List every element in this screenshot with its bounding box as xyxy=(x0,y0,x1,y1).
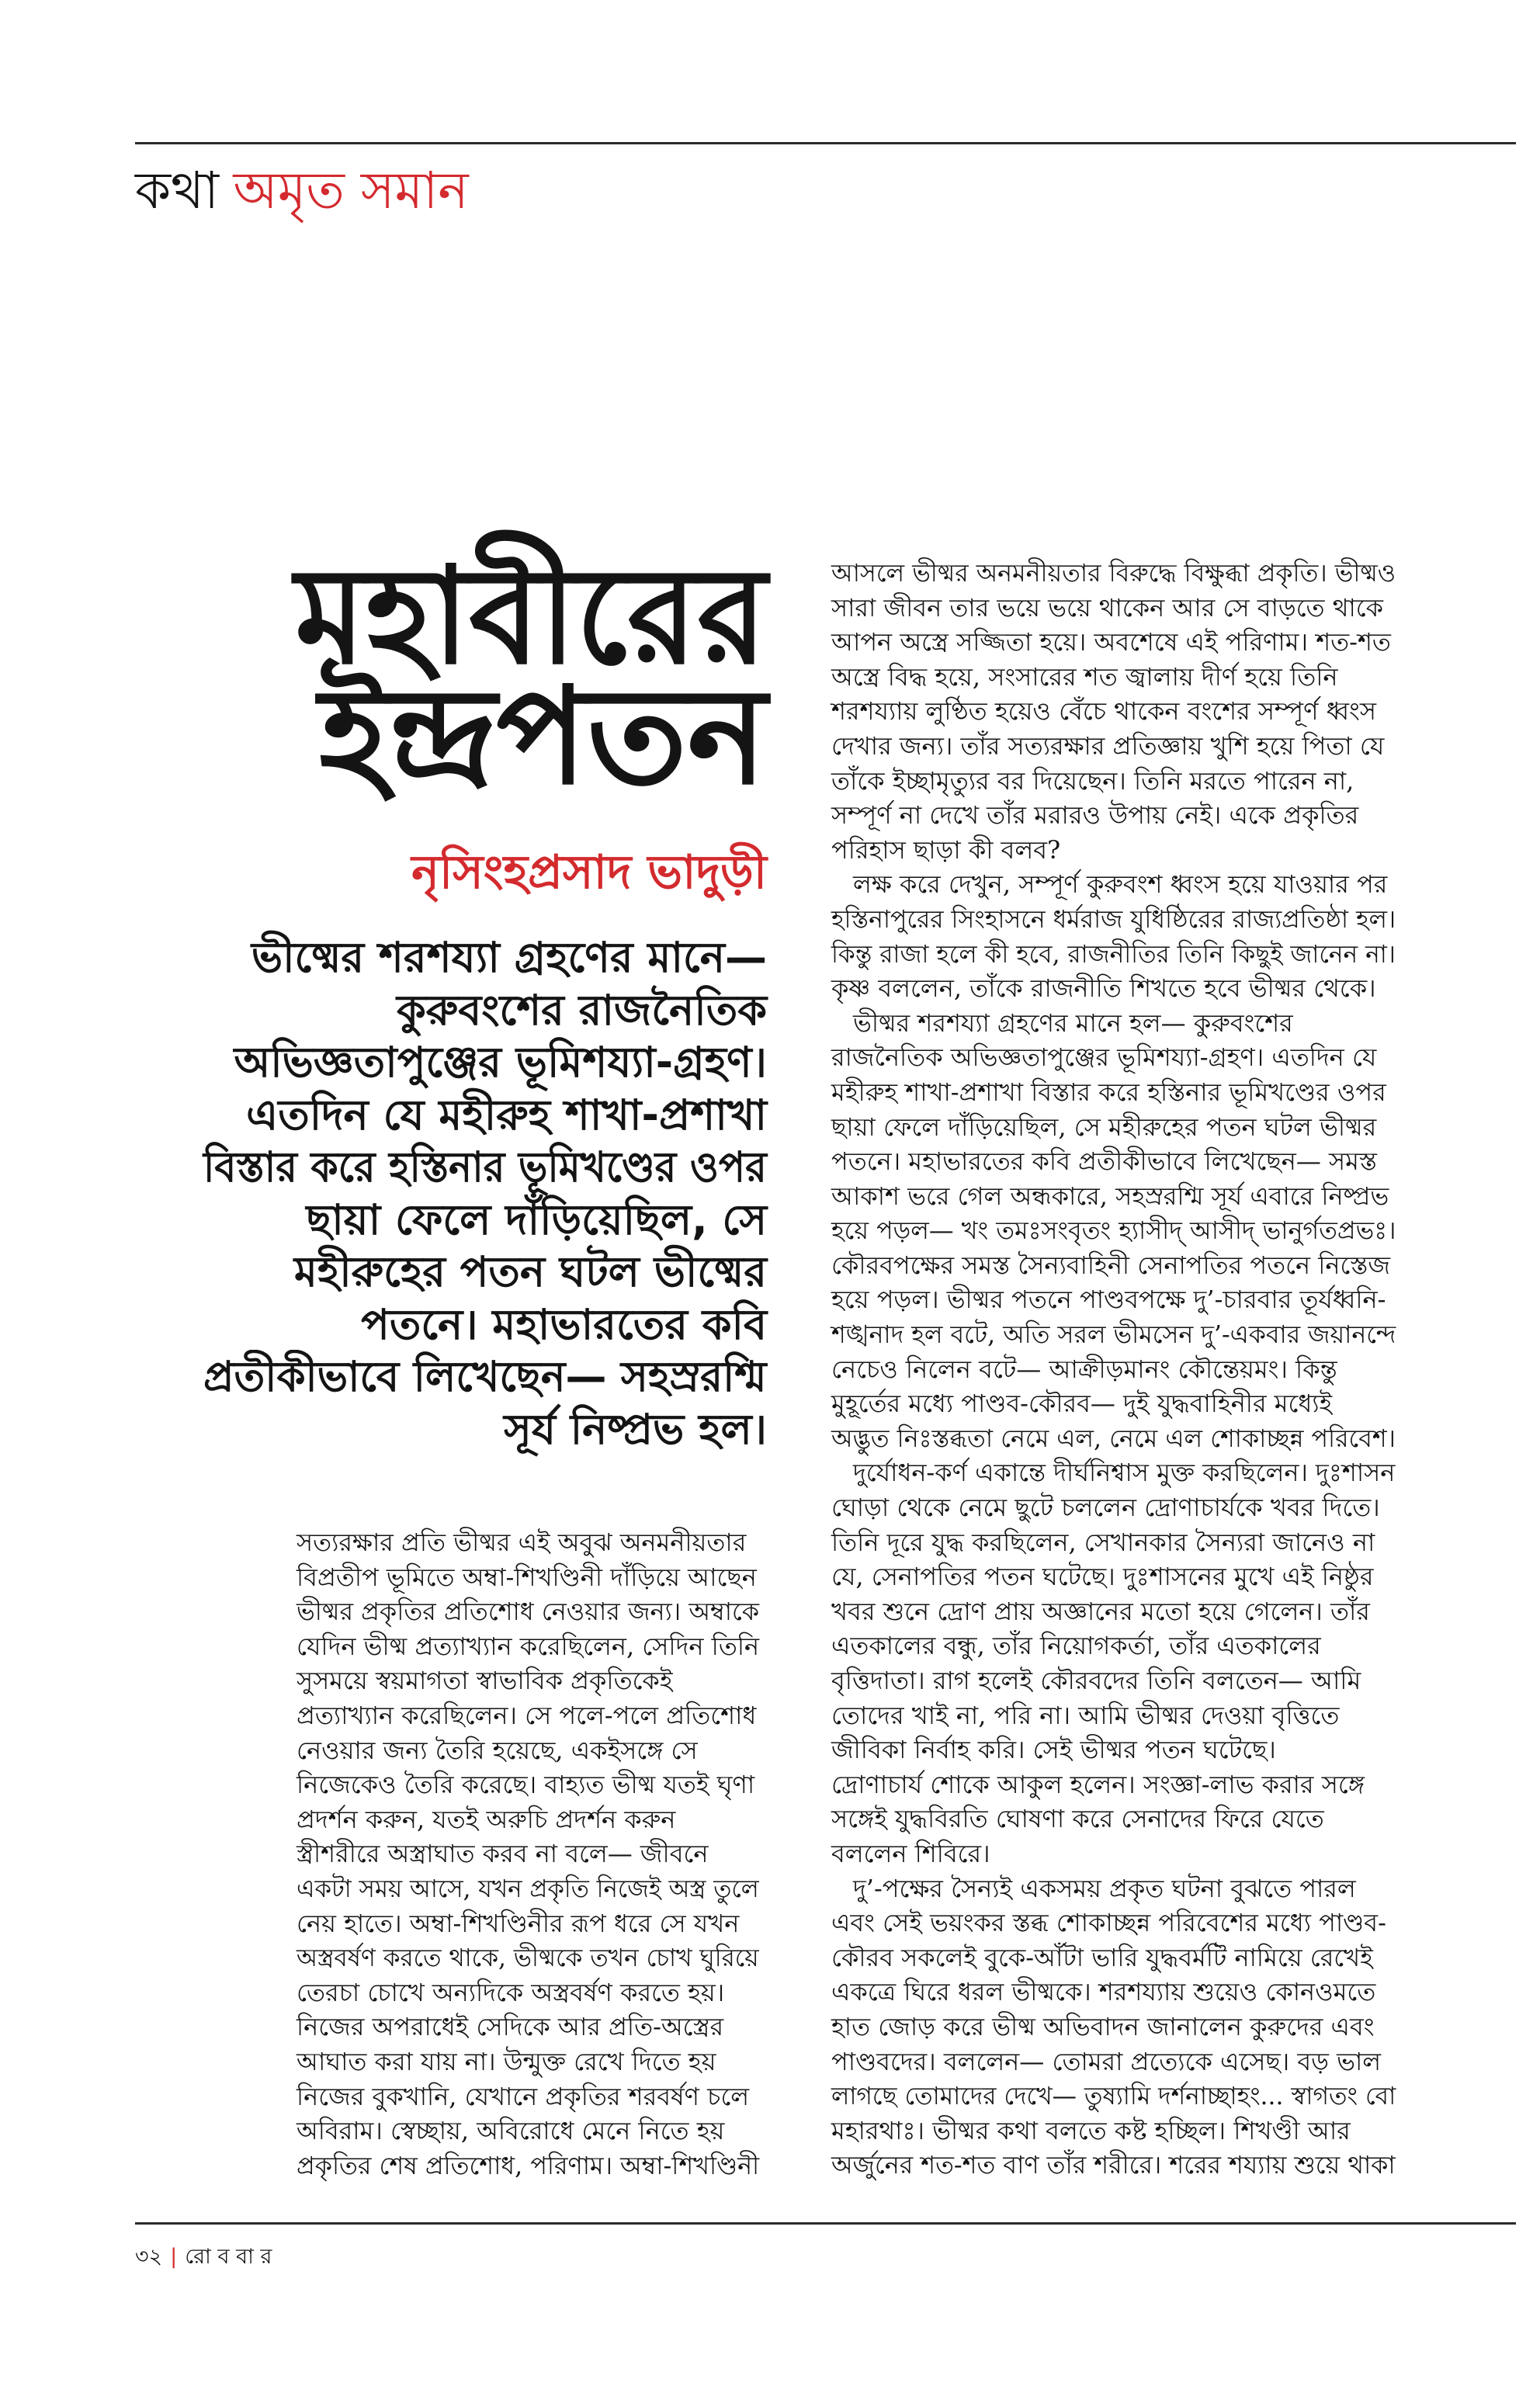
pull-quote-line: অভিজ্ঞতাপুঞ্জের ভূমিশয্যা-গ্রহণ। xyxy=(234,1038,767,1087)
body-text-line: কিন্তু রাজা হলে কী হবে, রাজনীতির তিনি কিছুই জানেন না। xyxy=(831,938,1396,969)
body-text-line: অদ্ভুত নিঃস্তব্ধতা নেমে এল, নেমে এল শোকাচ্ছন্ন পরিবেশ। xyxy=(831,1423,1396,1453)
body-text-line: হয়ে পড়ল। ভীষ্মর পতনে পাণ্ডবপক্ষে দু’-চারবার তূর্যধ্বনি- xyxy=(831,1285,1386,1315)
body-text-line: বিপ্রতীপ ভূমিতে অম্বা-শিখণ্ডিনী দাঁড়িয়ে আছেন xyxy=(297,1562,757,1592)
body-text-line: মহারথাঃ। ভীষ্মর কথা বলতে কষ্ট হচ্ছিল। শিখণ্ডী আর xyxy=(831,2115,1351,2145)
body-text-line: এতকালের বন্ধু, তাঁর নিয়োগকর্তা, তাঁর এতকালের xyxy=(831,1631,1321,1661)
body-text-line: হয়ে পড়ল— খং তমঃসংবৃতং হ্যাসীদ্ আসীদ্ ভানুর্গতপ্রভঃ। xyxy=(831,1216,1396,1246)
body-text-line: পাণ্ডবদের। বললেন— তোমরা প্রত্যেকে এসেছ। বড় ভাল xyxy=(831,2046,1382,2076)
body-text-line: একত্রে ঘিরে ধরল ভীষ্মকে। শরশয্যায় শুয়েও কোনওমতে xyxy=(831,1977,1376,2007)
body-text-line: আঘাত করা যায় না। উন্মুক্ত রেখে দিতে হয় xyxy=(297,2046,716,2076)
body-text-line: হাত জোড় করে ভীষ্ম অভিবাদন জানালেন কুরুদের এবং xyxy=(831,2011,1375,2041)
page-number: ৩২ xyxy=(135,2245,163,2269)
body-text-line: আসলে ভীষ্মর অনমনীয়তার বিরুদ্ধে বিক্ষুব্ধা প্রকৃতি। ভীষ্মও xyxy=(831,558,1396,588)
body-text-line: মহীরুহ শাখা-প্রশাখা বিস্তার করে হস্তিনার ভূমিখণ্ডের ওপর xyxy=(831,1077,1386,1107)
body-text-line: তিনি দূরে যুদ্ধ করছিলেন, সেখানকার সৈন্যরা জানেও না xyxy=(831,1527,1375,1557)
body-text-line: যেদিন ভীষ্ম প্রত্যাখ্যান করেছিলেন, সেদিন তিনি xyxy=(297,1631,760,1661)
body-text-line: ঘোড়া থেকে নেমে ছুটে চললেন দ্রোণাচার্যকে খবর দিতে। xyxy=(831,1493,1380,1523)
body-text-line: বৃত্তিদাতা। রাগ হলেই কৌরবদের তিনি বলতেন— আমি xyxy=(831,1666,1361,1695)
body-text-line: রাজনৈতিক অভিজ্ঞতাপুঞ্জের ভূমিশয্যা-গ্রহণ। এতদিন যে xyxy=(831,1042,1377,1073)
body-text-line: অবিরাম। স্বেচ্ছায়, অবিরোধে মেনে নিতে হয় xyxy=(297,2116,725,2146)
body-text-line: নিজের অপরাধেই সেদিকে আর প্রতি-অস্ত্রের xyxy=(297,2012,724,2042)
section-kicker-red: অমৃত সমান xyxy=(233,161,469,220)
body-text-line: দুর্যোধন-কর্ণ একান্তে দীর্ঘনিশ্বাস মুক্ত করছিলেন। দুঃশাসন xyxy=(853,1458,1396,1488)
body-text-line: হস্তিনাপুরের সিংহাসনে ধর্মরাজ যুধিষ্ঠিরের রাজ্যপ্রতিষ্ঠা হল। xyxy=(831,903,1396,934)
pull-quote-line: সূর্য নিষ্প্রভ হল। xyxy=(504,1404,767,1454)
title-line: মহাবীরের xyxy=(295,538,768,694)
body-text-line: জীবিকা নির্বাহ করি। সেই ভীষ্মর পতন ঘটেছে। xyxy=(831,1735,1276,1765)
body-text-line: প্রত্যাখ্যান করেছিলেন। সে পলে-পলে প্রতিশোধ xyxy=(297,1700,757,1730)
body-text-line: স্ত্রীশরীরে অস্ত্রাঘাত করব না বলে— জীবনে xyxy=(297,1839,709,1869)
pull-quote-line: ছায়া ফেলে দাঁড়িয়েছিল, সে xyxy=(306,1195,767,1244)
left-text-column xyxy=(297,1525,759,2183)
body-text-line: মুহূর্তের মধ্যে পাণ্ডব-কৌরব— দুই যুদ্ধবাহিনীর মধ্যেই xyxy=(831,1389,1333,1419)
body-text-line: নেয় হাতে। অম্বা-শিখণ্ডিনীর রূপ ধরে সে যখন xyxy=(297,1908,740,1938)
body-text-line: লাগছে তোমাদের দেখে— তুষ্যামি দর্শনাচ্ছাহং... স্বাগতং বো xyxy=(831,2081,1396,2111)
body-text-line: নিজের বুকখানি, যেখানে প্রকৃতির শরবর্ষণ চলে xyxy=(297,2081,750,2111)
body-text-line: ভীষ্মর শরশয্যা গ্রহণের মানে হল— কুরুবংশের xyxy=(853,1007,1293,1038)
body-text-line: লক্ষ করে দেখুন, সম্পূর্ণ কুরুবংশ ধ্বংস হয়ে যাওয়ার পর xyxy=(853,869,1388,900)
section-kicker-black: কথা xyxy=(135,161,220,220)
body-text-line: নেওয়ার জন্য তৈরি হয়েছে, একইসঙ্গে সে xyxy=(297,1735,698,1765)
body-text-line: দেখার জন্য। তাঁর সত্যরক্ষার প্রতিজ্ঞায় খুশি হয়ে পিতা যে xyxy=(831,730,1385,761)
paragraph xyxy=(831,1871,1396,2183)
pull-quote-line: কুরুবংশের রাজনৈতিক xyxy=(397,985,767,1035)
body-text-line: বললেন শিবিরে। xyxy=(831,1838,990,1868)
body-text-line: নেচেও নিলেন বটে— আক্রীড়মানং কৌন্তেয়মং। কিন্তু xyxy=(831,1354,1337,1384)
body-text-line: ছায়া ফেলে দাঁড়িয়েছিল, সে মহীরুহের পতন ঘটল ভীষ্মর xyxy=(831,1112,1377,1142)
body-text-line: অস্ত্রে বিদ্ধ হয়ে, সংসারের শত জ্বালায় দীর্ণ হয়ে তিনি xyxy=(831,661,1338,692)
body-text-line: তেরচা চোখে অন্যদিকে অস্ত্রবর্ষণ করতে হয়। xyxy=(297,1977,725,2007)
body-text-line: আকাশ ভরে গেল অন্ধকারে, সহস্ররশ্মি সূর্য এবারে নিষ্প্রভ xyxy=(831,1181,1389,1211)
title-line: ইন্দ্রপতন xyxy=(318,658,767,814)
article-title xyxy=(295,538,768,814)
body-text-line: দু’-পক্ষের সৈন্যই একসময় প্রকৃত ঘটনা বুঝতে পারল xyxy=(853,1873,1356,1903)
body-text-line: যে, সেনাপতির পতন ঘটেছে। দুঃশাসনের মুখে এই নিষ্ঠুর xyxy=(831,1562,1374,1592)
body-text-line: অর্জুনের শত-শত বাণ তাঁর শরীরে। শরের শয্যায় শুয়ে থাকা xyxy=(831,2150,1396,2180)
pull-quote-line: প্রতীকীভাবে লিখেছেন— সহস্ররশ্মি xyxy=(203,1352,767,1401)
pull-quote-line: বিস্তার করে হস্তিনার ভূমিখণ্ডের ওপর xyxy=(203,1143,767,1191)
publication-name: রো ব বা র xyxy=(185,2245,272,2269)
paragraph xyxy=(831,556,1396,867)
body-text-line: তোদের খাই না, পরি না। আমি ভীষ্মর দেওয়া বৃত্তিতে xyxy=(831,1700,1340,1730)
body-text-line: একটা সময় আসে, যখন প্রকৃতি নিজেই অস্ত্র তুলে xyxy=(297,1873,759,1903)
top-rule xyxy=(135,142,1516,144)
body-text-line: সুসময়ে স্বয়মাগতা স্বাভাবিক প্রকৃতিকেই xyxy=(297,1666,673,1696)
body-text-line: সত্যরক্ষার প্রতি ভীষ্মর এই অবুঝ অনমনীয়তার xyxy=(297,1528,747,1557)
page-footer xyxy=(135,2240,272,2274)
body-text-line: দ্রোণাচার্য শোকে আকুল হলেন। সংজ্ঞা-লাভ করার সঙ্গে xyxy=(831,1769,1365,1799)
body-text-line: ভীষ্মর প্রকৃতির প্রতিশোধ নেওয়ার জন্য। অম্বাকে xyxy=(297,1597,760,1627)
paragraph xyxy=(831,1455,1396,1871)
bottom-rule xyxy=(135,2222,1516,2225)
body-text-line: অস্ত্রবর্ষণ করতে থাকে, ভীষ্মকে তখন চোখ ঘুরিয়ে xyxy=(297,1943,759,1973)
paragraph xyxy=(831,867,1396,1005)
body-text-line: এবং সেই ভয়ংকর স্তব্ধ শোকাচ্ছন্ন পরিবেশের মধ্যে পাণ্ডব- xyxy=(831,1908,1386,1938)
body-text-line: শরশয্যায় লুণ্ঠিত হয়েও বেঁচে থাকেন বংশের সম্পূর্ণ ধ্বংস xyxy=(831,696,1376,727)
body-text-line: সঙ্গেই যুদ্ধবিরতি ঘোষণা করে সেনাদের ফিরে যেতে xyxy=(831,1804,1324,1834)
body-text-line: প্রদর্শন করুন, যতই অরুচি প্রদর্শন করুন xyxy=(297,1804,676,1834)
paragraph xyxy=(831,1006,1396,1456)
pull-quote xyxy=(203,931,767,1455)
body-text-line: প্রকৃতির শেষ প্রতিশোধ, পরিণাম। অম্বা-শিখণ্ডিনী xyxy=(297,2150,760,2180)
body-text-line: আপন অস্ত্রে সজ্জিতা হয়ে। অবশেষে এই পরিণাম। শত-শত xyxy=(831,627,1391,657)
author-byline: নৃসিংহপ্রসাদ ভাদুড়ী xyxy=(411,845,767,900)
body-text-line: তাঁকে ইচ্ছামৃত্যুর বর দিয়েছেন। তিনি মরতে পারেন না, xyxy=(831,765,1354,796)
right-text-column xyxy=(831,556,1396,2183)
body-text-line: সম্পূর্ণ না দেখে তাঁর মরারও উপায় নেই। একে প্রকৃতির xyxy=(831,800,1359,831)
body-text-line: কৌরব সকলেই বুকে-আঁটা ভারি যুদ্ধবর্মটি নামিয়ে রেখেই xyxy=(831,1942,1373,1972)
pull-quote-line: এতদিন যে মহীরুহ শাখা-প্রশাখা xyxy=(246,1090,767,1139)
body-text-line: সারা জীবন তার ভয়ে ভয়ে থাকেন আর সে বাড়তে থাকে xyxy=(831,592,1383,623)
pull-quote-line: মহীরুহের পতন ঘটল ভীষ্মের xyxy=(293,1247,767,1296)
body-text-line: পতনে। মহাভারতের কবি প্রতীকীভাবে লিখেছেন— সমস্ত xyxy=(831,1146,1377,1177)
pull-quote-line: ভীষ্মের শরশয্যা গ্রহণের মানে— xyxy=(251,933,767,982)
section-header xyxy=(135,155,834,227)
body-text-line: কৃষ্ণ বললেন, তাঁকে রাজনীতি শিখতে হবে ভীষ্মর থেকে। xyxy=(831,973,1376,1004)
body-text-line: শঙ্খনাদ হল বটে, অতি সরল ভীমসেন দু’-একবার জয়ানন্দে xyxy=(831,1320,1396,1350)
body-text-line: খবর শুনে দ্রোণ প্রায় অজ্ঞানের মতো হয়ে গেলেন। তাঁর xyxy=(831,1596,1370,1626)
pull-quote-line: পতনে। মহাভারতের কবি xyxy=(361,1299,767,1349)
body-text-line: কৌরবপক্ষের সমস্ত সৈন্যবাহিনী সেনাপতির পতনে নিস্তেজ xyxy=(831,1250,1391,1280)
footer-separator: | xyxy=(170,2245,178,2269)
body-text-line: নিজেকেও তৈরি করেছে। বাহ্যত ভীষ্ম যতই ঘৃণা xyxy=(297,1770,755,1800)
body-text-line: পরিহাস ছাড়া কী বলব? xyxy=(831,834,1061,865)
